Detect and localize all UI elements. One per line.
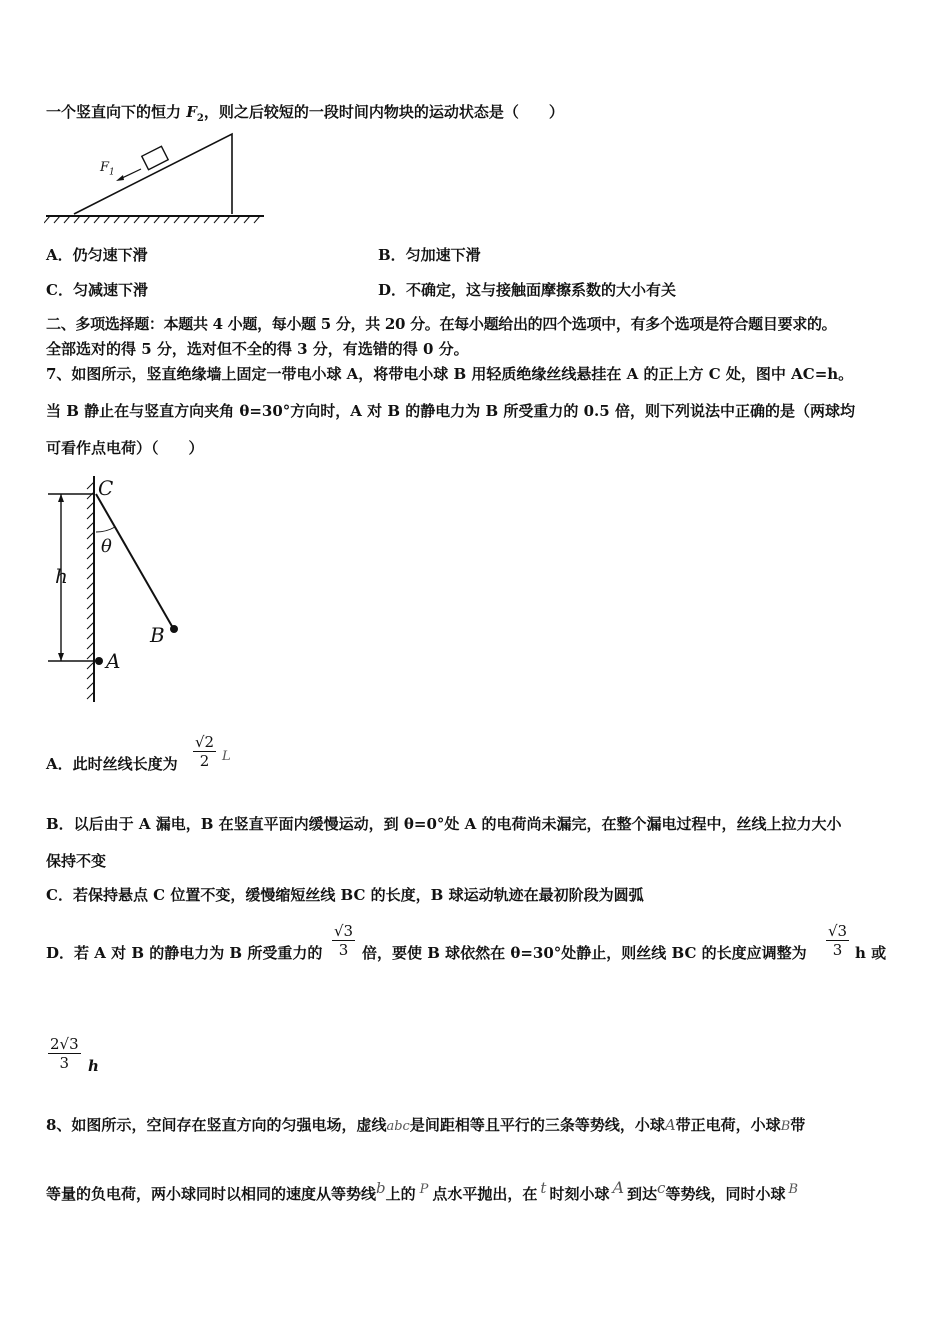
q7-option-d-fraction-2: $\frac{√3}{3}$ (828, 922, 848, 959)
incline-label-f1: $F_1$ (100, 160, 115, 178)
q8-stem-line2: 等量的负电荷，两小球同时以相同的速度从等势线$^b$上的 $^P$ 点水平抛出，在 $^t$ 时刻小球 $^A$ 到达$^c$等势线，同时小球 $^B$ (46, 1178, 799, 1203)
pendulum-label-a: A (106, 649, 121, 673)
q7-option-b[interactable]: B．以后由于 A 漏电，B 在竖直平面内缓慢运动，到 θ=0°处 A 的电荷尚未漏完，在整个漏电过程中，丝线上拉力大小 (46, 815, 842, 833)
q6-option-b[interactable]: B．匀加速下滑 (378, 246, 481, 264)
q7-option-b-cont: 保持不变 (46, 852, 107, 870)
incline-figure (44, 128, 268, 224)
q7-stem-line3: 可看作点电荷）（ ） (46, 439, 204, 457)
pendulum-label-h: h (55, 564, 68, 588)
pendulum-label-b: B (150, 623, 165, 647)
section2-line2: 全部选对的得 5 分，选对但不全的得 3 分，有选错的得 0 分。 (46, 340, 469, 358)
q7-option-d-h: h (88, 1057, 99, 1075)
q8-stem-line1: 8、如图所示，空间存在竖直方向的匀强电场，虚线abc是间距相等且平行的三条等势线，小球A带正电荷，小球B带 (46, 1116, 806, 1134)
section2-line1: 二、多项选择题：本题共 4 小题，每小题 5 分，共 20 分。在每小题给出的四个选项中，有多个选项是符合题目要求的。 (46, 315, 837, 333)
q6-stem: 一个竖直向下的恒力 $F_2$，则之后较短的一段时间内物块的运动状态是（ ） (46, 103, 564, 124)
q6-option-c[interactable]: C．匀减速下滑 (46, 281, 148, 299)
q7-option-d-fraction-3: $\frac{2√3}{3}$ (50, 1035, 79, 1072)
q6-option-d[interactable]: D．不确定，这与接触面摩擦系数的大小有关 (378, 281, 677, 299)
q7-option-d-fraction-1: $\frac{√3}{3}$ (334, 922, 354, 959)
q7-option-a-l: L (222, 749, 231, 764)
pendulum-label-c: C (98, 476, 114, 500)
q7-option-c[interactable]: C．若保持悬点 C 位置不变，缓慢缩短丝线 BC 的长度，B 球运动轨迹在最初阶段为圆弧 (46, 886, 644, 904)
q6-option-a[interactable]: A．仍匀速下滑 (46, 246, 148, 264)
pendulum-label-theta: θ (101, 536, 112, 557)
q7-option-d[interactable]: D．若 A 对 B 的静电力为 B 所受重力的 (46, 944, 323, 962)
q7-option-d-h-or: h 或 (855, 944, 887, 962)
q7-option-d-mid: 倍，要使 B 球依然在 θ=30°处静止，则丝线 BC 的长度应调整为 (362, 944, 807, 962)
q7-option-a-fraction: $\frac{√2}{2}$ (195, 733, 215, 770)
q7-stem-line2: 当 B 静止在与竖直方向夹角 θ=30°方向时，A 对 B 的静电力为 B 所受重力的 0.5 倍，则下列说法中正确的是（两球均 (46, 402, 855, 420)
q7-option-a[interactable]: A．此时丝线长度为 (46, 755, 178, 773)
q7-stem-line1: 7、如图所示，竖直绝缘墙上固定一带电小球 A，将带电小球 B 用轻质绝缘丝线悬挂在 A 的正上方 C 处，图中 AC=h。 (46, 365, 854, 383)
